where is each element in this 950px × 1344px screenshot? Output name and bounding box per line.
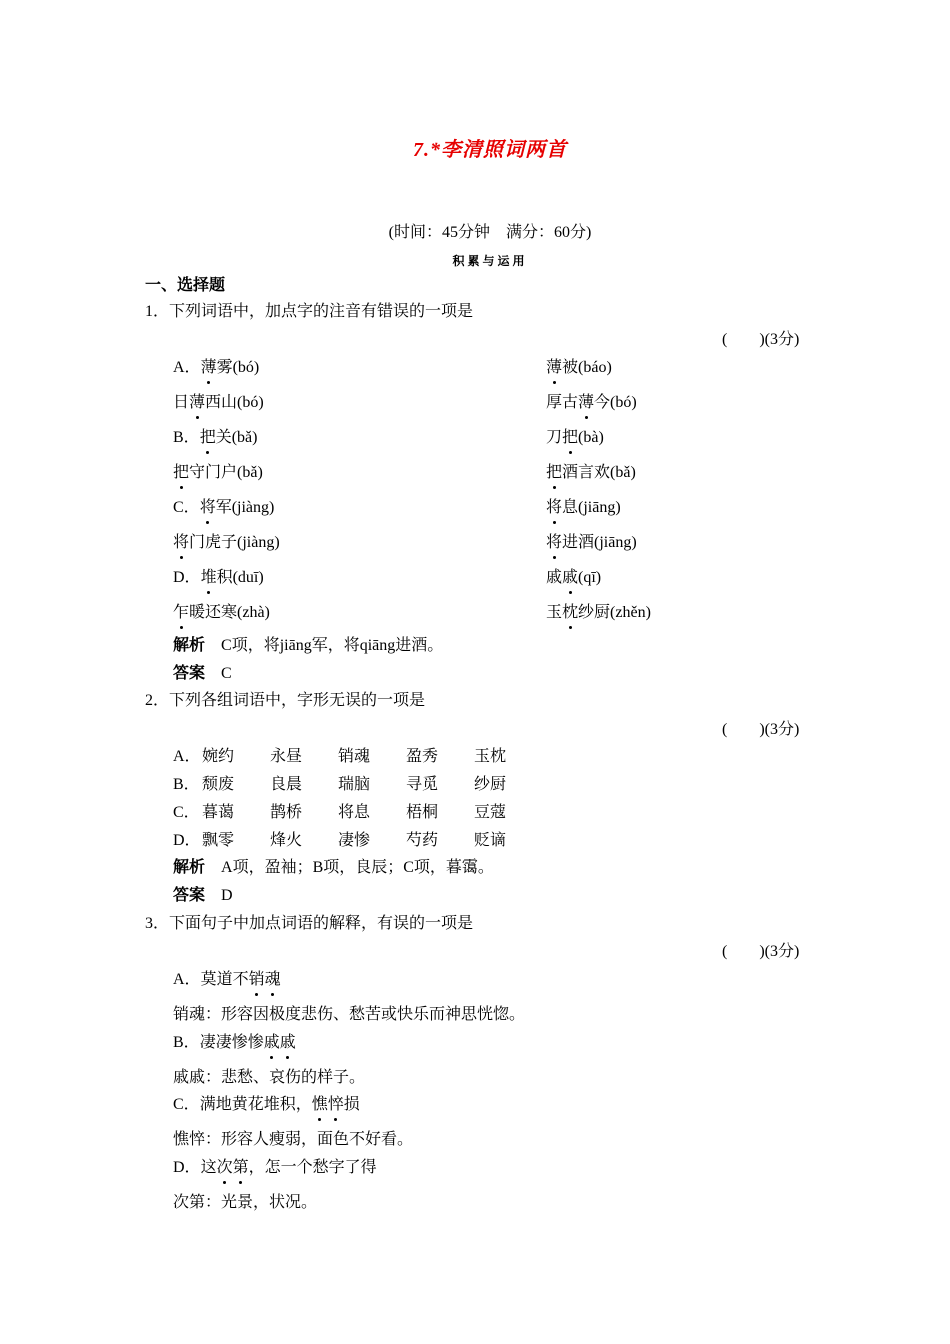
option-word: 永昼 [270, 748, 303, 765]
analysis-label: 解析 [173, 637, 206, 654]
option-label: A． [173, 748, 201, 765]
option-word: 梧桐 [406, 804, 439, 821]
q1-analysis [173, 636, 443, 656]
dotted-word: 凄凄惨惨戚戚 [199, 1033, 296, 1051]
emphasis-dot-char: 戚 [263, 1033, 280, 1051]
dotted-word: 将进酒(jiāng) [546, 534, 637, 551]
option-item [546, 358, 612, 378]
option-word: 盈秀 [406, 748, 439, 765]
page-title: 7.*李清照词两首 [413, 139, 567, 161]
option-label: D． [173, 569, 201, 586]
emphasis-dot-char: 销 [248, 971, 265, 988]
option-label: B． [173, 1033, 200, 1051]
option-label: A． [173, 359, 201, 376]
option-row [173, 775, 542, 795]
answer-text: D [221, 887, 233, 904]
option-word: 玉枕 [474, 748, 507, 765]
option-explanation: 销魂：形容因极度悲伤、愁苦或快乐而神思恍惚。 [173, 1006, 526, 1023]
option-item [173, 358, 259, 378]
option-row [173, 747, 542, 767]
analysis-text: A项，盈袖；B项，良辰；C项，暮霭。 [221, 859, 494, 876]
option-label: B． [173, 429, 200, 446]
option-row [173, 803, 542, 823]
option-label: D． [173, 1158, 201, 1176]
option-word: 贬谪 [474, 832, 507, 849]
emphasis-dot-char: 枕 [562, 604, 579, 621]
q2-analysis [173, 858, 494, 878]
option-label: C． [173, 499, 200, 516]
option-word: 暮蔼 [202, 804, 235, 821]
option-item [173, 393, 264, 413]
dotted-word: 把关(bǎ) [199, 429, 258, 446]
emphasis-dot-char: 把 [562, 429, 579, 446]
dotted-word: 乍暖还寒(zhà) [173, 604, 270, 621]
option-word: 纱厨 [474, 776, 507, 793]
option-label: A． [173, 971, 201, 988]
dotted-word: 将息(jiāng) [546, 499, 621, 516]
dotted-word: 把酒言欢(bǎ) [546, 464, 636, 481]
q3-score: ( )(3分) [722, 943, 800, 960]
emphasis-dot-char: 把 [546, 464, 563, 481]
option-label: C． [173, 804, 200, 821]
analysis-text: C项，将jiāng军，将qiāng进酒。 [221, 637, 444, 654]
emphasis-dot-char: 次 [216, 1158, 233, 1176]
dotted-word: 把守门户(bǎ) [173, 464, 263, 481]
option-item [173, 603, 270, 623]
emphasis-dot-char: 堆 [200, 569, 217, 586]
dotted-word: 堆积(duī) [200, 569, 264, 586]
option-word: 飘零 [202, 832, 235, 849]
dotted-word: 将军(jiàng) [199, 499, 275, 516]
dotted-word: 刀把(bà) [546, 429, 604, 446]
answer-label: 答案 [173, 887, 206, 904]
analysis-label: 解析 [173, 859, 206, 876]
option-item [173, 1033, 296, 1053]
dotted-word: 戚戚(qī) [546, 569, 602, 586]
option-word: 良晨 [270, 776, 303, 793]
option-word: 销魂 [338, 748, 371, 765]
option-item [173, 533, 280, 553]
dotted-word: 薄雾(bó) [200, 359, 260, 376]
emphasis-dot-char: 薄 [546, 359, 563, 376]
option-word: 瑞脑 [338, 776, 371, 793]
option-label: D． [173, 832, 201, 849]
option-explanation: 戚戚：悲愁、哀伤的样子。 [173, 1068, 366, 1086]
emphasis-dot-char: 将 [199, 499, 216, 516]
emphasis-dot-char: 把 [199, 429, 216, 446]
dotted-word: 玉枕纱厨(zhěn) [546, 604, 651, 621]
option-item [173, 1095, 360, 1115]
option-label: C． [173, 1096, 200, 1113]
option-item [546, 533, 637, 553]
q2-score: ( )(3分) [722, 721, 800, 738]
dotted-word: 满地黄花堆积，憔悴损 [199, 1096, 360, 1113]
section-heading: 一、选择题 [145, 277, 226, 294]
time-score-info: (时间：45分钟 满分：60分) [388, 224, 592, 241]
option-item [546, 498, 621, 518]
option-item [173, 498, 274, 518]
option-row [173, 831, 542, 851]
option-word: 将息 [338, 804, 371, 821]
dotted-word: 厚古薄今(bó) [546, 394, 637, 411]
option-item [173, 568, 264, 588]
emphasis-dot-char: 将 [546, 499, 563, 516]
option-item [173, 428, 257, 448]
option-label: B． [173, 776, 200, 793]
option-explanation: 憔悴：形容人瘦弱，面色不好看。 [173, 1131, 414, 1148]
emphasis-dot-char: 悴 [327, 1096, 344, 1113]
option-item [546, 393, 637, 413]
emphasis-dot-char: 戚 [279, 1033, 296, 1051]
emphasis-dot-char: 憔 [311, 1096, 328, 1113]
dotted-word: 日薄西山(bó) [173, 394, 264, 411]
q1-score: ( )(3分) [722, 331, 800, 348]
option-word: 寻觅 [406, 776, 439, 793]
dotted-word: 这次第，怎一个愁字了得 [200, 1158, 377, 1176]
dotted-word: 莫道不销魂 [200, 971, 281, 988]
option-word: 凄惨 [338, 832, 371, 849]
option-item [546, 568, 601, 588]
emphasis-dot-char: 将 [173, 534, 190, 551]
dotted-word: 薄被(báo) [546, 359, 612, 376]
q2-stem: 2．下列各组词语中，字形无误的一项是 [145, 692, 426, 709]
emphasis-dot-char: 魂 [264, 971, 281, 988]
dotted-word: 将门虎子(jiàng) [173, 534, 280, 551]
emphasis-dot-char: 第 [232, 1158, 249, 1176]
q3-stem: 3．下面句子中加点词语的解释，有误的一项是 [145, 915, 474, 932]
emphasis-dot-char: 薄 [189, 394, 206, 411]
option-item [546, 463, 636, 483]
option-word: 鹊桥 [270, 804, 303, 821]
option-item [173, 1158, 377, 1178]
option-word: 颓废 [202, 776, 235, 793]
option-explanation: 次第：光景，状况。 [173, 1193, 318, 1211]
option-item [173, 970, 281, 990]
emphasis-dot-char: 将 [546, 534, 563, 551]
option-item [546, 428, 604, 448]
option-item [546, 603, 651, 623]
option-item [173, 463, 263, 483]
subheading: 积累与运用 [452, 254, 528, 268]
emphasis-dot-char: 乍 [173, 604, 190, 621]
emphasis-dot-char: 薄 [578, 394, 595, 411]
q1-answer [173, 664, 232, 684]
option-word: 豆蔻 [474, 804, 507, 821]
emphasis-dot-char: 薄 [200, 359, 217, 376]
option-word: 烽火 [270, 832, 303, 849]
option-word: 婉约 [202, 748, 235, 765]
q1-stem: 1．下列词语中，加点字的注音有错误的一项是 [145, 303, 474, 320]
option-word: 芍药 [406, 832, 439, 849]
answer-label: 答案 [173, 665, 206, 682]
q2-answer [173, 886, 233, 906]
emphasis-dot-char: 戚 [562, 569, 579, 586]
answer-text: C [221, 665, 232, 682]
emphasis-dot-char: 把 [173, 464, 190, 481]
